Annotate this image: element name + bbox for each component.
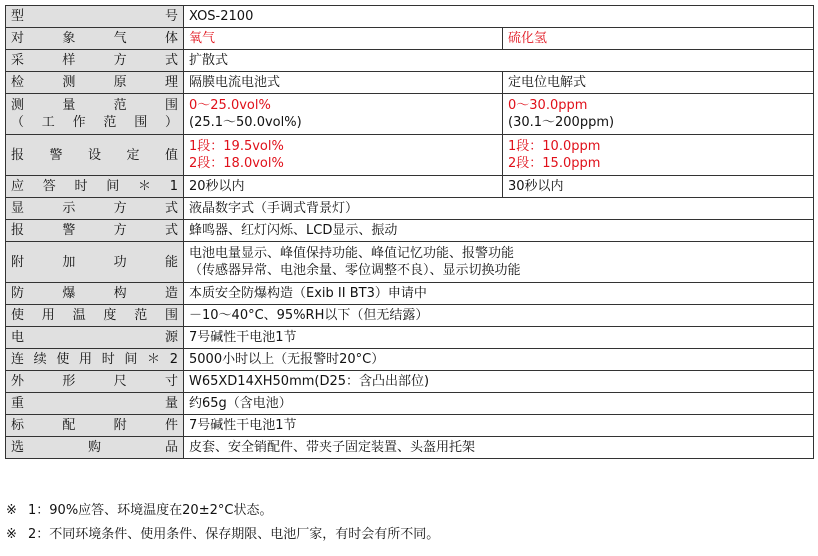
table-row	[6, 176, 814, 198]
row-value: 本质安全防爆构造（Exib II BT3）申请中	[184, 283, 814, 305]
row-value: 7号碱性干电池1节	[184, 327, 814, 349]
row-label: 外形尺寸	[6, 371, 184, 393]
table-row	[6, 437, 814, 459]
row-value: 蜂鸣器、红灯闪烁、LCD显示、振动	[184, 220, 814, 242]
row-value: 氧气	[184, 28, 503, 50]
value-line: 0～30.0ppm	[508, 98, 588, 113]
row-value: －10～40°C、95%RH以下（但无结露）	[184, 305, 814, 327]
row-label: 选购品	[6, 437, 184, 459]
value-line: 2段：15.0ppm	[508, 156, 601, 171]
row-label: 显示方式	[6, 198, 184, 220]
row-label: 对象气体	[6, 28, 184, 50]
row-label: 检测原理	[6, 72, 184, 94]
row-value: 皮套、安全销配件、带夹子固定装置、头盔用托架	[184, 437, 814, 459]
row-label: 电源	[6, 327, 184, 349]
row-label: 报警设定值	[6, 135, 184, 176]
footnote	[6, 499, 439, 523]
table-row	[6, 305, 814, 327]
footnotes	[6, 499, 439, 547]
table-row	[6, 283, 814, 305]
note-text: 1：90%应答、环境温度在20±2°C状态。	[28, 503, 273, 518]
table-row	[6, 349, 814, 371]
row-value: 定电位电解式	[503, 72, 814, 94]
row-value: 液晶数字式（手调式背景灯）	[184, 198, 814, 220]
value-line: 1段：19.5vol%	[189, 139, 284, 154]
row-label	[6, 94, 184, 135]
row-label: 标配附件	[6, 415, 184, 437]
value-line: 电池电量显示、峰值保持功能、峰值记忆功能、报警功能	[189, 246, 515, 261]
footnote	[6, 523, 439, 547]
row-value: 硫化氢	[503, 28, 814, 50]
row-value	[503, 135, 814, 176]
row-value: XOS-2100	[184, 6, 814, 28]
table-row	[6, 242, 814, 283]
row-label: 连续使用时间＊2	[6, 349, 184, 371]
row-value: W65XD14XH50mm(D25：含凸出部位)	[184, 371, 814, 393]
row-value	[184, 94, 503, 135]
table-row	[6, 327, 814, 349]
value-line: （传感器异常、电池余量、零位调整不良）、显示切换功能	[189, 263, 521, 278]
row-value: 5000小时以上（无报警时20°C）	[184, 349, 814, 371]
table-row	[6, 415, 814, 437]
table-row	[6, 198, 814, 220]
row-label: 防爆构造	[6, 283, 184, 305]
spec-table	[5, 5, 814, 459]
table-row	[6, 6, 814, 28]
table-row	[6, 220, 814, 242]
row-label-line: （工作范围）	[11, 115, 178, 130]
row-label: 型号	[6, 6, 184, 28]
row-value	[184, 135, 503, 176]
row-value: 30秒以内	[503, 176, 814, 198]
row-label: 重量	[6, 393, 184, 415]
value-line: 0～25.0vol%	[189, 98, 271, 113]
table-row	[6, 135, 814, 176]
value-line: 2段：18.0vol%	[189, 156, 284, 171]
row-label: 使用温度范围	[6, 305, 184, 327]
row-label: 附加功能	[6, 242, 184, 283]
value-line: (25.1～50.0vol%)	[189, 115, 302, 130]
row-label: 报警方式	[6, 220, 184, 242]
row-value: 7号碱性干电池1节	[184, 415, 814, 437]
row-value: 隔膜电流电池式	[184, 72, 503, 94]
row-label-line: 测量范围	[11, 98, 178, 113]
row-value: 20秒以内	[184, 176, 503, 198]
note-mark: ※	[6, 527, 17, 542]
note-mark: ※	[6, 503, 17, 518]
table-row	[6, 28, 814, 50]
note-text: 2：不同环境条件、使用条件、保存期限、电池厂家，有时会有所不同。	[28, 527, 440, 542]
value-line: (30.1～200ppm)	[508, 115, 615, 130]
row-value	[184, 242, 814, 283]
row-value: 约65g（含电池）	[184, 393, 814, 415]
table-row	[6, 94, 814, 135]
row-label: 应答时间＊1	[6, 176, 184, 198]
value-line: 1段：10.0ppm	[508, 139, 601, 154]
table-row	[6, 50, 814, 72]
row-value: 扩散式	[184, 50, 814, 72]
table-row	[6, 393, 814, 415]
table-row	[6, 72, 814, 94]
table-row	[6, 371, 814, 393]
row-value	[503, 94, 814, 135]
row-label: 采样方式	[6, 50, 184, 72]
